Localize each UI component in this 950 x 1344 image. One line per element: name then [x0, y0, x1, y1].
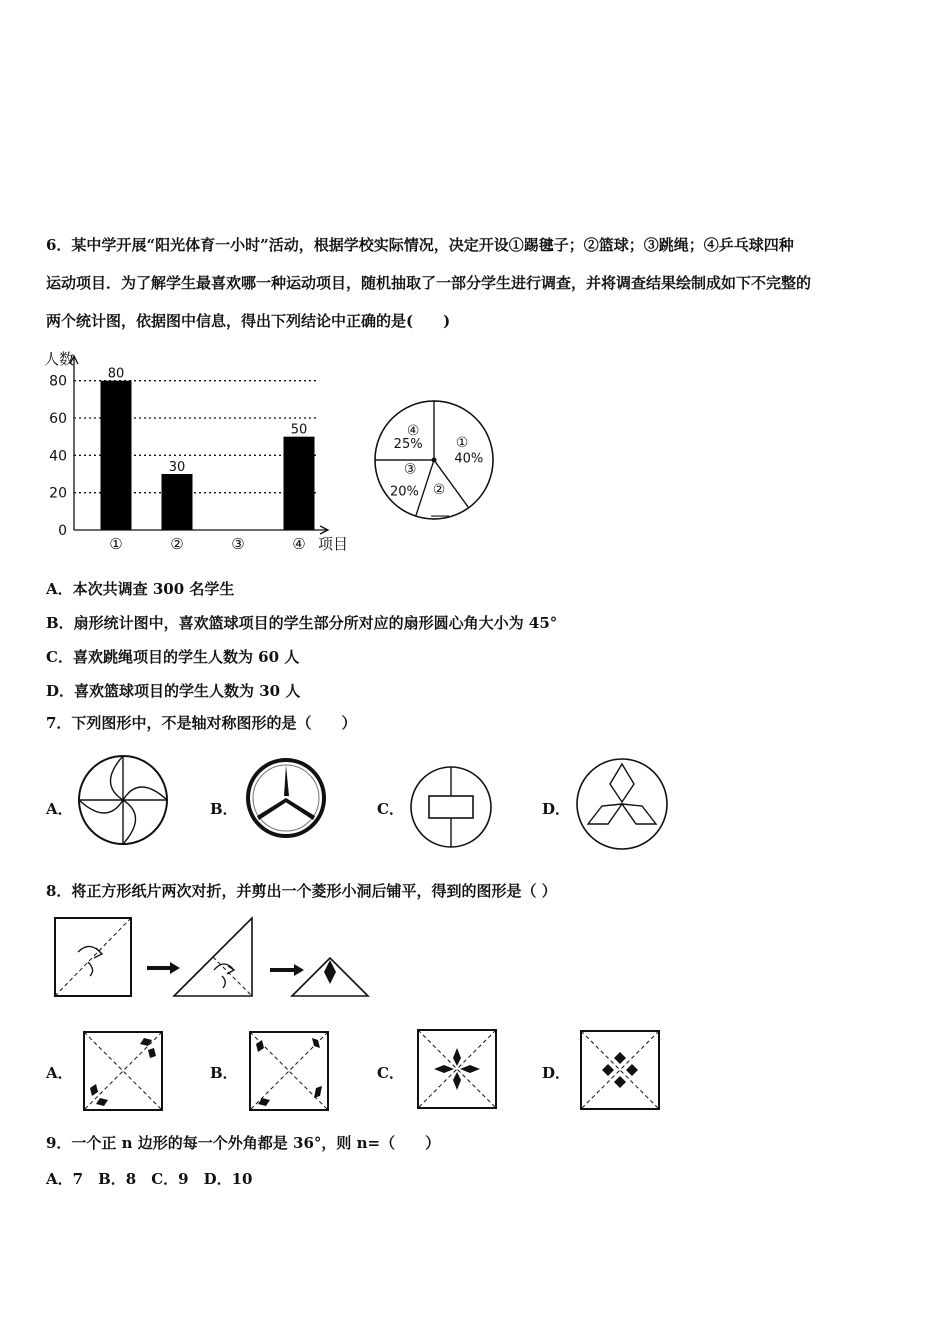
pie-slice-label: 20% [389, 484, 419, 500]
q7-figure-a [76, 754, 170, 846]
q8-folding-steps [50, 914, 375, 1000]
pie-chart [370, 396, 498, 524]
q8-label-d: D． [542, 1064, 571, 1082]
q6-option-b: B．扇形统计图中，喜欢篮球项目的学生部分所对应的扇形圆心角大小为 45° [46, 614, 558, 632]
bar [284, 437, 315, 530]
pie-center-dot [432, 458, 437, 463]
q8-figure-c [416, 1028, 498, 1110]
q7-figure-d [574, 756, 670, 852]
small-triangle-step3 [292, 958, 368, 996]
folded-triangle-step2 [174, 918, 252, 996]
bar-chart [40, 344, 360, 556]
right-arrow-icon [147, 962, 180, 974]
q8-text: 8．将正方形纸片两次对折，并剪出一个菱形小洞后铺平，得到的图形是（ ） [46, 882, 557, 900]
x-tick-label: ④ [292, 535, 306, 553]
pie-slice-name: ④ [406, 423, 420, 440]
q6-option-d: D．喜欢篮球项目的学生人数为 30 人 [46, 682, 301, 700]
q7-figure-c [408, 764, 494, 850]
x-tick-label: ① [109, 535, 123, 553]
q7-label-a: A． [46, 800, 73, 818]
data-label: 80 [107, 366, 125, 382]
x-tick-label: ③ [231, 535, 245, 553]
q8-label-a: A． [46, 1064, 73, 1082]
y-tick-label: 60 [49, 411, 67, 427]
q7-label-c: C． [377, 800, 404, 818]
q8-figure-a [82, 1030, 164, 1112]
q6-line2: 运动项目．为了解学生最喜欢哪一种运动项目，随机抽取了一部分学生进行调查，并将调查结果绘制成如下不完整的 [46, 274, 812, 292]
pie-slice-name: ② [432, 482, 446, 499]
q7-label-b: B． [210, 800, 238, 818]
bar [101, 381, 132, 530]
q8-label-b: B． [210, 1064, 238, 1082]
q8-figure-b [248, 1030, 330, 1112]
y-axis-title: 人数 [44, 350, 75, 368]
q6-option-a: A．本次共调查 300 名学生 [46, 580, 235, 598]
q6-option-c: C．喜欢跳绳项目的学生人数为 60 人 [46, 648, 300, 666]
right-arrow-icon [270, 964, 304, 976]
q7-figure-b [244, 756, 328, 840]
pie-slice-label: 40% [454, 451, 484, 467]
data-label: 30 [168, 460, 186, 475]
q8-label-c: C． [377, 1064, 404, 1082]
y-tick-label: 0 [58, 523, 67, 539]
y-tick-label: 80 [49, 373, 67, 390]
q6-line1: 6．某中学开展“阳光体育一小时”活动，根据学校实际情况，决定开设①踢毽子；②篮球；③跳绳；④乒乓球四种 [46, 236, 794, 254]
y-tick-label: 40 [49, 448, 67, 465]
data-label: 50 [290, 422, 308, 438]
q7-text: 7．下列图形中，不是轴对称图形的是（ ） [46, 714, 357, 732]
q7-label-d: D． [542, 800, 571, 818]
y-tick-label: 20 [49, 485, 67, 502]
x-tick-label: ② [170, 535, 184, 553]
q9-options: A．7 B．8 C．9 D．10 [46, 1170, 253, 1188]
pie-slice-name: ③ [403, 461, 417, 478]
folded-square-step1 [55, 918, 131, 996]
q6-line3: 两个统计图，依据图中信息，得出下列结论中正确的是( ) [46, 312, 451, 330]
q8-figure-d [578, 1028, 662, 1112]
pie-slice-label: 25% [393, 437, 423, 453]
x-axis-title: 项目 [318, 535, 349, 553]
q9-text: 9．一个正 n 边形的每一个外角都是 36°，则 n=（ ） [46, 1134, 441, 1152]
pie-slice-name: ① [455, 434, 469, 451]
bar [162, 474, 193, 530]
